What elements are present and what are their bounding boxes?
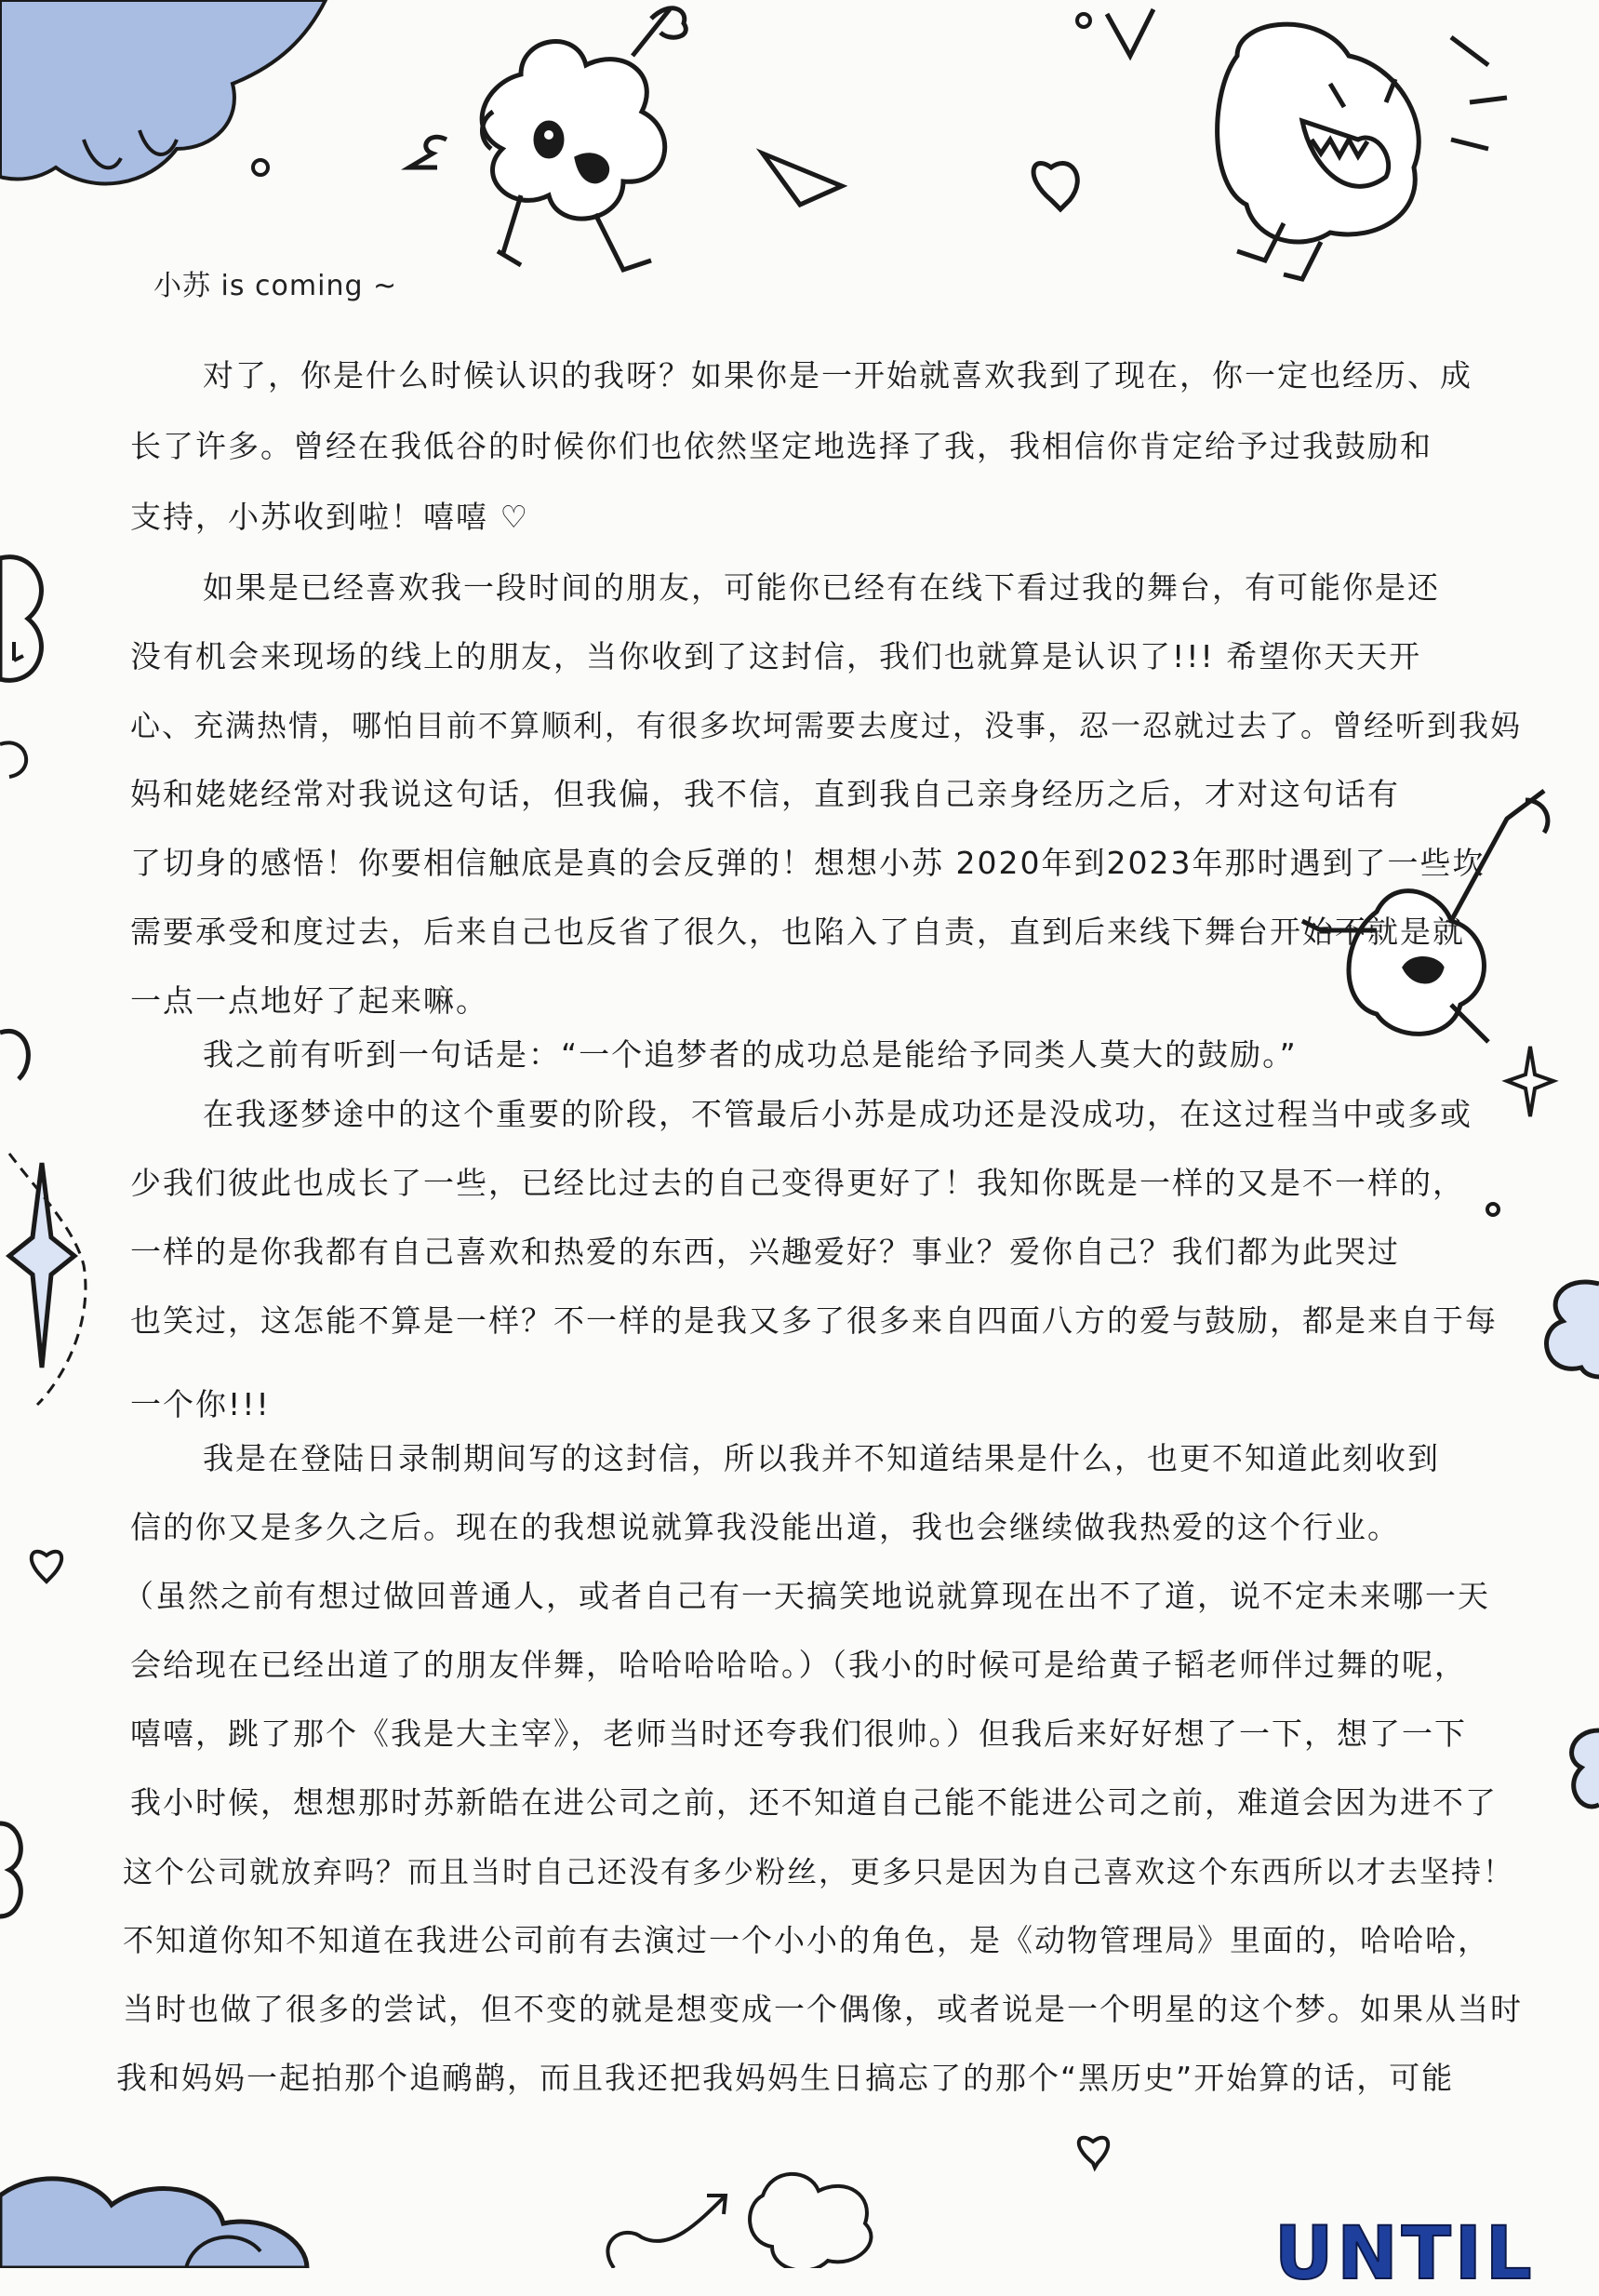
letter-line: 信的你又是多久之后。现在的我想说就算我没能出道，我也会继续做我热爱的这个行业。: [130, 1509, 1400, 1545]
triangle-doodle: [763, 154, 842, 205]
letter-line: 了切身的感悟！你要相信触底是真的会反弹的！想想小苏 2020年到2023年那时遇到了一些坎: [130, 845, 1486, 881]
letter-line: 支持，小苏收到啦！嘻嘻 ♡: [130, 499, 530, 535]
letter-line: 我小时候，想想那时苏新皓在进公司之前，还不知道自己能不能进公司之前，难道会因为进不了: [130, 1784, 1498, 1821]
flower-character-doodle: [409, 8, 686, 270]
arrow-doodle-bottom: [607, 2196, 726, 2268]
cloud-doodle-right: [1547, 1282, 1599, 1377]
arrow-head-doodle: [1107, 9, 1153, 56]
letter-line: 我是在登陆日录制期间写的这封信，所以我并不知道结果是什么，也更不知道此刻收到: [203, 1440, 1440, 1476]
letter-greeting: 小苏 is coming ~: [153, 270, 398, 302]
sparkle-doodle-right: [1507, 1047, 1553, 1116]
letter-line: 在我逐梦途中的这个重要的阶段，不管最后小苏是成功还是没成功，在这过程当中或多或: [203, 1096, 1472, 1132]
letter-line: 妈和姥姥经常对我说这句话，但我偏，我不信，直到我自己亲身经历之后，才对这句话有: [130, 776, 1400, 812]
letter-line: 我之前有听到一句话是：“一个追梦者的成功总是能给予同类人莫大的鼓励。”: [203, 1036, 1298, 1073]
letter-line: 长了许多。曾经在我低谷的时候你们也依然坚定地选择了我，我相信你肯定给予过我鼓励和: [130, 428, 1432, 464]
letter-line: 也笑过，这怎能不算是一样？不一样的是我又多了很多来自四面八方的爱与鼓励，都是来自于每: [130, 1302, 1498, 1339]
screaming-character-doodle: [1218, 24, 1507, 279]
letter-line: 这个公司就放弃吗？而且当时自己还没有多少粉丝，更多只是因为自己喜欢这个东西所以才去坚持！: [123, 1854, 1515, 1889]
letter-line: 心、充满热情，哪怕目前不算顺利，有很多坎坷需要去度过，没事，忍一忍就过去了。曾经听到我妈: [130, 708, 1523, 743]
letter-line: 嘻嘻，跳了那个《我是大主宰》，老师当时还夸我们很帅。）但我后来好好想了一下，想了一下: [130, 1715, 1467, 1752]
blue-cloud-bottom-left: [0, 2179, 307, 2268]
letter-line: 如果是已经喜欢我一段时间的朋友，可能你已经有在线下看过我的舞台，有可能你是还: [203, 569, 1440, 606]
letter-line: 一样的是你我都有自己喜欢和热爱的东西，兴趣爱好？事业？爱你自己？我们都为此哭过: [130, 1234, 1400, 1270]
left-margin-bubble-1: [0, 557, 41, 681]
letter-line: 我和妈妈一起拍那个追鸸鹋，而且我还把我妈妈生日搞忘了的那个“黑历史”开始算的话，可能: [116, 2060, 1455, 2096]
heart-doodle-left: [32, 1552, 61, 1582]
left-margin-bubble-2: [0, 1031, 28, 1079]
cloud-doodle-bottom-center: [750, 2174, 871, 2268]
heart-doodle-top: [1033, 163, 1077, 209]
letter-line: （虽然之前有想过做回普通人，或者自己有一天搞笑地说就算现在出不了道，说不定未来哪一天: [123, 1578, 1490, 1614]
letter-line: 会给现在已经出道了的朋友伴舞，哈哈哈哈哈。）（我小的时候可是给黄子韬老师伴过舞的呢，: [130, 1647, 1467, 1683]
left-margin-bubble-3: [0, 1823, 20, 1916]
letter-line: 一个你!!!: [130, 1386, 271, 1422]
letter-line: 不知道你知不知道在我进公司前有去演过一个小小的角色，是《动物管理局》里面的，哈哈哈，: [123, 1922, 1490, 1958]
letter-line: 少我们彼此也成长了一些，已经比过去的自己变得更好了！我知你既是一样的又是不一样的，: [130, 1165, 1465, 1201]
letter-line: 需要承受和度过去，后来自己也反省了很久，也陷入了自责，直到后来线下舞台开始不就是就: [130, 914, 1465, 950]
heart-doodle-bottom: [1079, 2138, 1108, 2168]
until-banner-logo: UNTIL: [1274, 2212, 1536, 2296]
letter-line: 对了，你是什么时候认识的我呀？如果你是一开始就喜欢我到了现在，你一定也经历、成: [203, 357, 1472, 394]
letter-line: 当时也做了很多的尝试，但不变的就是想变成一个偶像，或者说是一个明星的这个梦。如果从当时: [123, 1991, 1523, 2027]
left-sparkle-doodle: [9, 1163, 74, 1368]
letter-line: 一点一点地好了起来嘛。: [130, 982, 488, 1019]
letter-line: 没有机会来现场的线上的朋友，当你收到了这封信，我们也就算是认识了!!! 希望你天天开: [130, 638, 1422, 674]
